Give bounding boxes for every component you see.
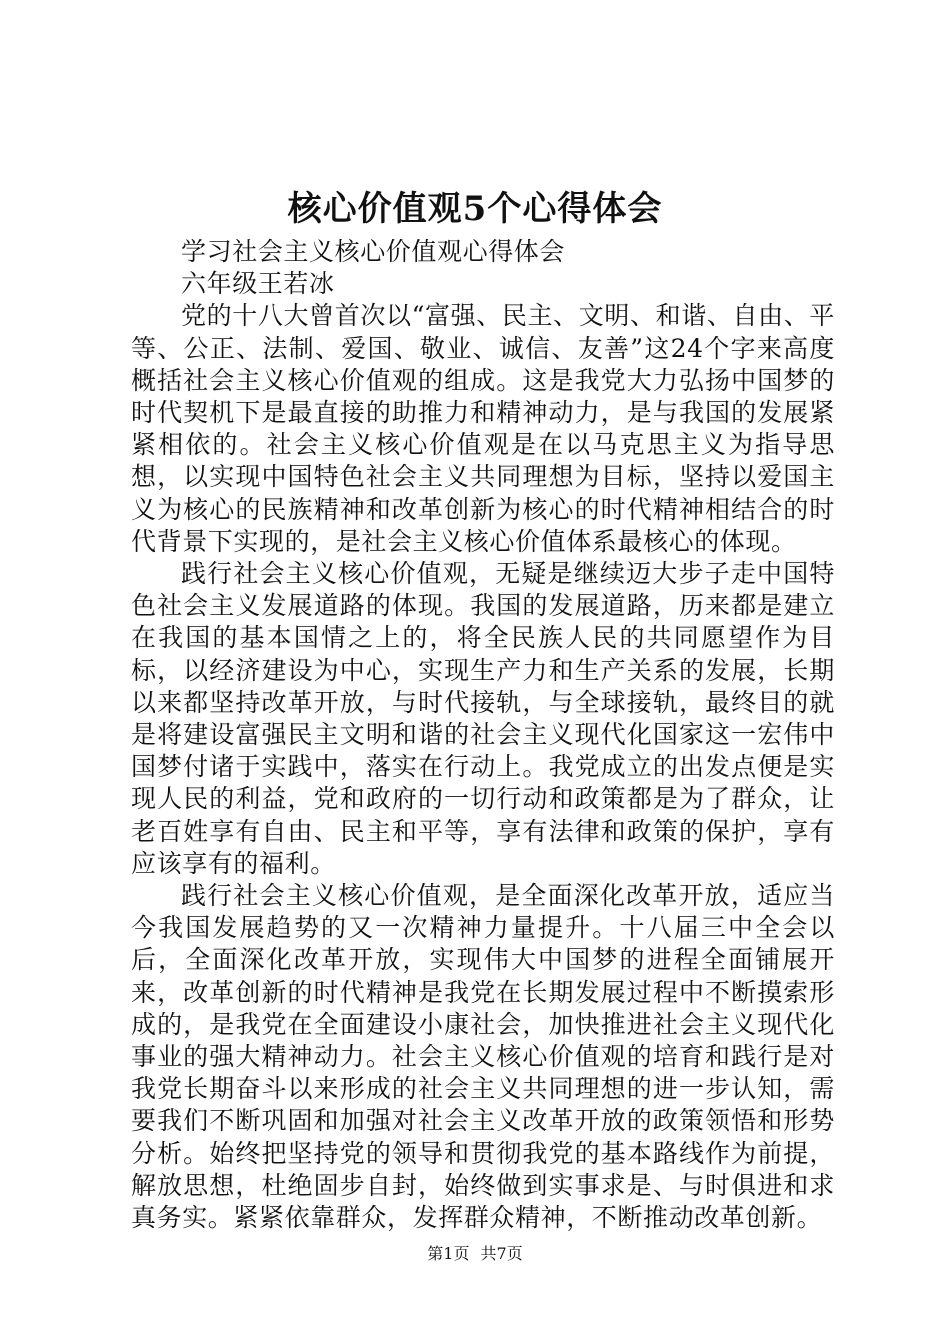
document-title: 核心价值观5个心得体会 — [287, 189, 663, 229]
body-paragraph: 党的十八大曾首次以“富强、民主、文明、和谐、自由、平等、公正、法制、爱国、敬业、诚信、友善”这24个字来高度概括社会主义核心价值观的组成。这是我党大力弘扬中国梦的时代契机下是最直接的助推力和精神动力，是与我国的发展紧紧相依的。社会主义核心价值观是在以马克思主义为指导思想，以实现中国特色社会主义共同理想为目标，坚持以爱国主义为核心的民族精神和改革创新为核心的时代精神相结合的时代背景下实现的，是社会主义核心价值体系最核心的体现。 — [131, 301, 835, 556]
page-total: 共7页 — [480, 1244, 523, 1263]
subtitle-paragraph: 学习社会主义核心价值观心得体会 — [181, 237, 566, 266]
page-footer — [0, 1243, 950, 1265]
page-number: 第1页 — [427, 1244, 470, 1263]
document-body — [131, 236, 835, 1234]
body-paragraph: 践行社会主义核心价值观，是全面深化改革开放，适应当今我国发展趋势的又一次精神力量提升。十八届三中全会以后，全面深化改革开放，实现伟大中国梦的进程全面铺展开来，改革创新的时代精神是我党在长期发展过程中不断摸索形成的，是我党在全面建设小康社会，加快推进社会主义现代化事业的强大精神动力。社会主义核心价值观的培育和践行是对我党长期奋斗以来形成的社会主义共同理想的进一步认知，需要我们不断巩固和加强对社会主义改革开放的政策领悟和形势分析。始终把坚持党的领导和贯彻我党的基本路线作为前提，解放思想，杜绝固步自封，始终做到实事求是、与时俱进和求真务实。紧紧依靠群众，发挥群众精神，不断推动改革创新。 — [131, 881, 835, 1233]
author-paragraph: 六年级王若冰 — [181, 269, 335, 299]
body-paragraph: 践行社会主义核心价值观，无疑是继续迈大步子走中国特色社会主义发展道路的体现。我国的发展道路，历来都是建立在我国的基本国情之上的，将全民族人民的共同愿望作为目标，以经济建设为中心，实现生产力和生产关系的发展，长期以来都坚持改革开放，与时代接轨，与全球接轨，最终目的就是将建设富强民主文明和谐的社会主义现代化国家这一宏伟中国梦付诸于实践中，落实在行动上。我党成立的出发点便是实现人民的利益，党和政府的一切行动和政策都是为了群众，让老百姓享有自由、民主和平等，享有法律和政策的保护，享有应该享有的福利。 — [131, 559, 835, 878]
